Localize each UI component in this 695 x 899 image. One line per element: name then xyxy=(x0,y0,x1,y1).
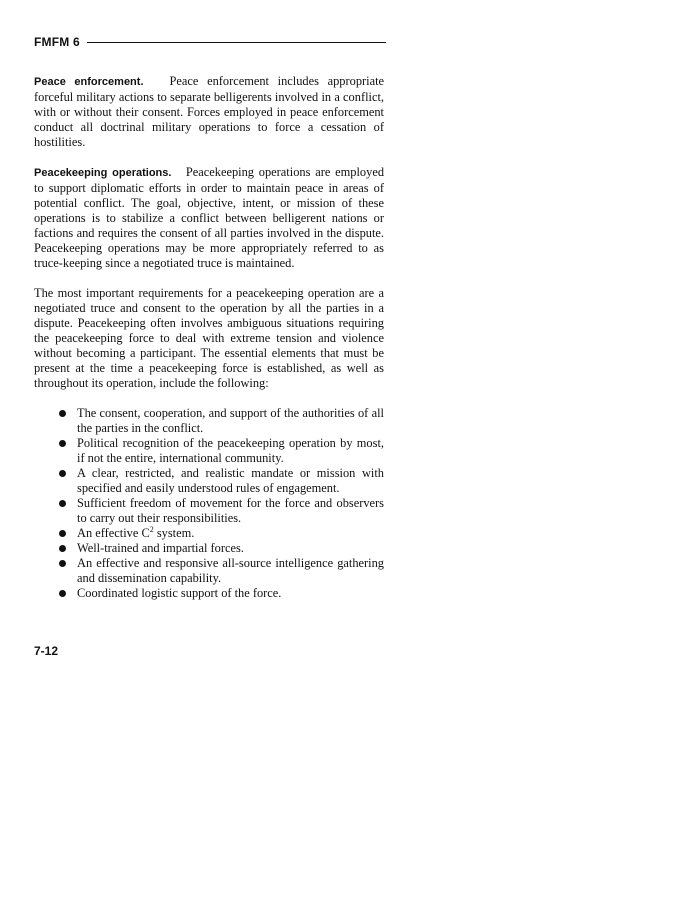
list-item xyxy=(59,436,384,466)
list-item-text: Coordinated logistic support of the force. xyxy=(77,586,282,600)
header-label: FMFM 6 xyxy=(34,35,80,49)
bullet-icon xyxy=(59,470,66,477)
list-item xyxy=(59,556,384,586)
header-rule xyxy=(87,42,386,43)
list-item xyxy=(59,406,384,436)
paragraph-text: The most important requirements for a peacekeeping operation are a negotiated truce and consent to the operation by all the parties in a dispute. Peacekeeping often involves ambiguous situations requiring the peacekeeping force to deal with extreme tension and violence without becoming a participant. The essential elements that must be present at the time a peacekeeping force is established, as well as throughout its operation, include the following: xyxy=(34,286,384,390)
paragraph-text: Peacekeeping operations are employed to support diplomatic efforts in order to maintain peace in areas of potential conflict. The goal, objective, intent, or mission of these operations is to stabilize a conflict between belligerent nations or factions and requires the consent of all parties involved in the dispute. Peacekeeping operations may be more appropriately referred to as truce-keeping since a negotiated truce is maintained. xyxy=(34,165,385,270)
bullet-icon xyxy=(59,560,66,567)
bullet-icon xyxy=(59,500,66,507)
list-item xyxy=(59,586,384,601)
running-header xyxy=(34,35,386,49)
list-item-text: Well-trained and impartial forces. xyxy=(77,541,244,555)
page-body xyxy=(34,74,384,601)
list-item-text: Sufficient freedom of movement for the force and observers to carry out their responsibilities. xyxy=(77,496,384,525)
bullet-icon xyxy=(59,545,66,552)
list-item-text: The consent, cooperation, and support of the authorities of all the parties in the conflict. xyxy=(77,406,384,435)
superscript: 2 xyxy=(149,524,154,534)
list-item xyxy=(59,541,384,556)
list-item xyxy=(59,526,384,541)
bullet-icon xyxy=(59,440,66,447)
paragraph-text: Peace enforcement includes appropriate forceful military actions to separate belligerents involved in a conflict, with or without their consent. Forces employed in peace enforcement conduct all doctrinal military operations to force a cessation of hostilities. xyxy=(34,74,385,149)
list-item-text: Political recognition of the peacekeeping operation by most, if not the entire, international community. xyxy=(77,436,384,465)
paragraph-peacekeeping-operations xyxy=(34,165,384,271)
bullet-icon xyxy=(59,410,66,417)
list-item xyxy=(59,466,384,496)
page-number: 7-12 xyxy=(34,644,59,658)
essential-elements-list xyxy=(34,406,384,601)
list-item-text: A clear, restricted, and realistic mandate or mission with specified and easily understood rules of engagement. xyxy=(77,466,384,495)
paragraph-requirements xyxy=(34,286,384,391)
list-item xyxy=(59,496,384,526)
paragraph-peace-enforcement xyxy=(34,74,384,150)
list-item-text-after: system. xyxy=(153,526,195,540)
bullet-icon xyxy=(59,590,66,597)
list-item-text: An effective and responsive all-source intelligence gathering and dissemination capability. xyxy=(77,556,384,585)
list-item-text: An effective C xyxy=(77,526,150,540)
paragraph-lead: Peace enforcement. xyxy=(34,76,144,88)
paragraph-lead: Peacekeeping operations. xyxy=(34,167,172,179)
bullet-icon xyxy=(59,530,66,537)
